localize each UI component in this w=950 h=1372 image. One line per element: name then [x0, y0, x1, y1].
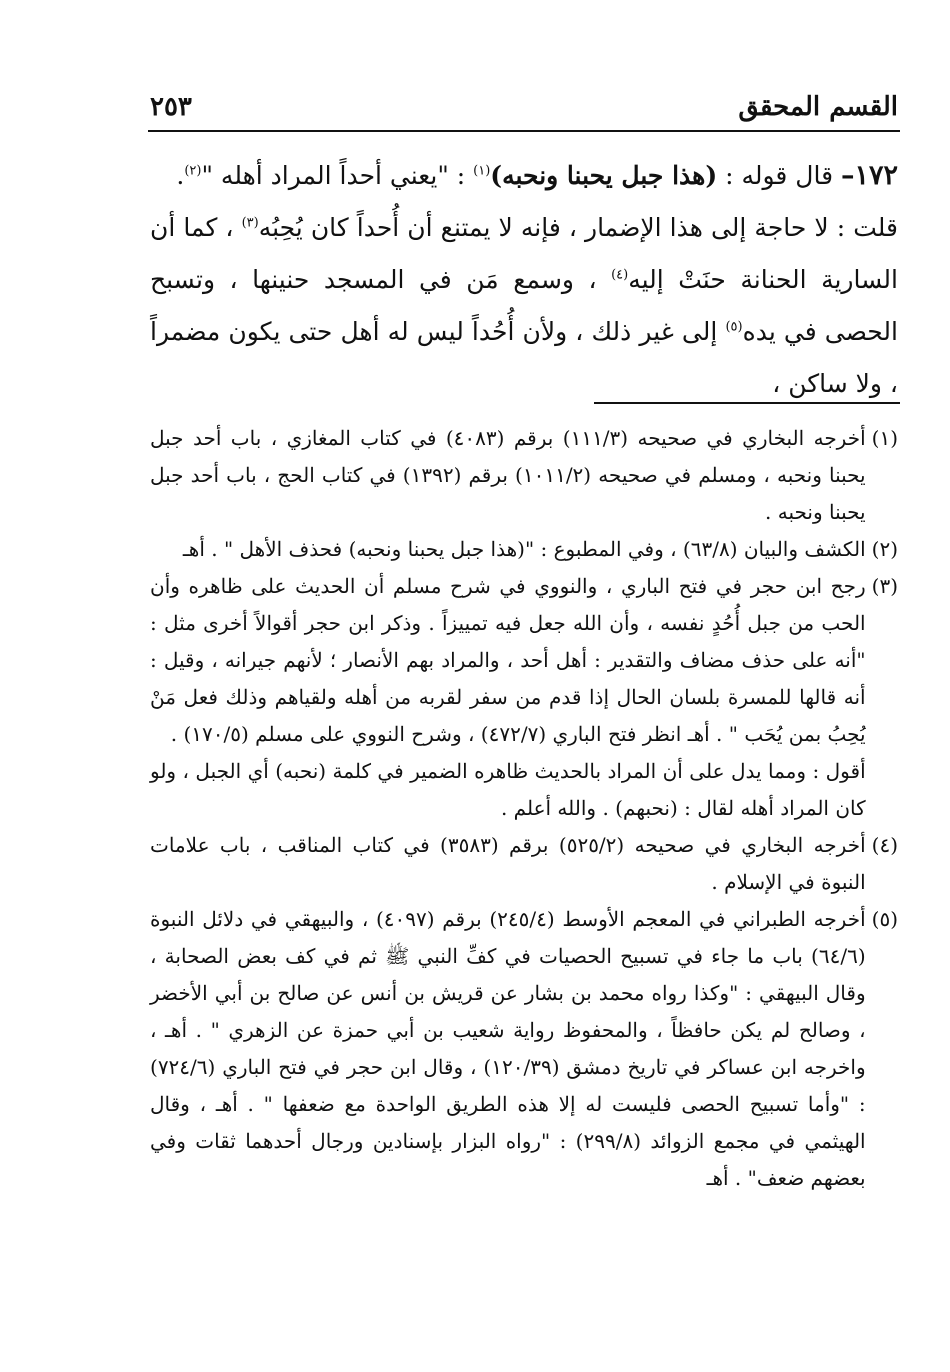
hadith-quote: (هذا جبل يحبنا ونحبه): [490, 161, 718, 190]
page-number: ٢٥٣: [150, 92, 192, 122]
footnote-paragraph: أخرجه البخاري في صحيحه (١١١/٣) برقم (٤٠٨٣) في كتاب المغازي ، باب أحد جبل يحبنا ونحبه ، ومسلم في صحيحه (١٠١١/٢) برقم (١٣٩٢) في كتاب الحج ، باب أحد جبل يحبنا ونحبه .: [150, 426, 866, 524]
footnote-2: [150, 531, 898, 568]
footnote-ref-3[interactable]: (٣): [241, 215, 259, 231]
footnote-4: [150, 827, 898, 901]
footnote-number: (٣): [871, 574, 898, 598]
footnote-ref-4[interactable]: (٤): [611, 267, 629, 283]
footnote-ref-2[interactable]: (٢): [184, 163, 202, 179]
footnote-paragraph: الكشف والبيان (٦٣/٨) ، وفي المطبوع : "(هذا جبل يحبنا ونحبه) فحذف الأهل " . أهـ: [182, 537, 866, 561]
footnote-text: [150, 531, 866, 568]
footnote-paragraph: أخرجه البخاري في صحيحه (٥٢٥/٢) برقم (٣٥٨٣) في كتاب المناقب ، باب علامات النبوة في الإسلام .: [150, 833, 866, 894]
main-text: [150, 150, 898, 410]
entry-commentary: : "يعني أحداً المراد أهله ": [201, 161, 474, 190]
footnote-text: [150, 901, 866, 1197]
footnote-separator: [594, 402, 900, 404]
response-text-b: ، كما أن السارية الحنانة حنَتْ إليه: [150, 213, 898, 294]
footnote-number: (١): [871, 426, 898, 450]
section-title: القسم المحقق: [738, 92, 898, 122]
footnote-5: [150, 901, 898, 1197]
footnote-paragraph: أخرجه الطبراني في المعجم الأوسط (٢٤٥/٤) برقم (٤٠٩٧) ، والبيهقي في دلائل النبوة (٦٤/٦) باب ما جاء في تسبيح الحصيات في كفِّ النبي ﷺ ثم في كف بعض الصحابة ، وقال البيهقي : "وكذا رواه محمد بن بشار عن قريش بن أنس عن صالح بن أبي الأخضر ، وصالح لم يكن حافظاً ، والمحفوظ رواية شعيب بن أبي حمزة عن الزهري " . أهـ ، واخرجه ابن عساكر في تاريخ دمشق (١٢٠/٣٩) ، وقال ابن حجر في فتح الباري (٧٢٤/٦) : "وأما تسبيح الحصى فليست له إلا هذه الطريق الواحدة مع ضعفها " . أهـ ، وقال الهيثمي في مجمع الزوائد (٢٩٩/٨) : "رواه البزار بإسنادين ورجال أحدهما ثقات وفي بعضهم ضعف" . أهـ: [150, 907, 866, 1190]
response-text-d: إلى غير ذلك ، ولأن أُحُداً ليس له أهل حتى يكون مضمراً ، ولا ساكن ،: [150, 317, 898, 398]
footnotes: [150, 420, 898, 1197]
footnote-ref-5[interactable]: (٥): [725, 319, 743, 335]
footnote-ref-1[interactable]: (١): [473, 163, 491, 179]
footnote-1: [150, 420, 898, 531]
entry-end: .: [176, 161, 185, 190]
response-text-c: ، وسمع مَن في المسجد حنينها ، وتسبح الحصى في يده: [150, 265, 898, 346]
page-header: [150, 92, 898, 122]
footnote-number: (٥): [871, 907, 898, 931]
footnote-text: [150, 420, 866, 531]
footnote-text: [150, 827, 866, 901]
footnote-text: [150, 568, 866, 827]
footnote-3: [150, 568, 898, 827]
header-rule: [148, 130, 900, 132]
entry-paragraph: [150, 150, 898, 202]
entry-number: ١٧٢–: [840, 160, 898, 191]
footnote-number: (٢): [871, 537, 898, 561]
response-paragraph: [150, 202, 898, 410]
response-text-a: قلت : لا حاجة إلى هذا الإضمار ، فإنه لا يمتنع أن أُحداً كان يُحِبُه: [258, 213, 899, 242]
entry-intro: قال قوله :: [717, 161, 841, 190]
footnote-paragraph: رجح ابن حجر في فتح الباري ، والنووي في شرح مسلم أن الحديث على ظاهره وأن الحب من جبل أُحُدٍ نفسه ، وأن الله جعل فيه تمييزاً . وذكر ابن حجر أقوالاً أخرى مثل : "أنه على حذف مضاف والتقدير : أهل أحد ، والمراد بهم الأنصار ؛ لأنهم جيرانه ، وقيل : أنه قالها للمسرة بلسان الحال إذا قدم من سفر لقربه من أهله ولقياهم وذلك فعل مَنْ يُحِبُ بمن يُحَب " . أهـ انظر فتح الباري (٤٧٢/٧) ، وشرح النووي على مسلم (١٧٠/٥) .: [150, 574, 866, 746]
footnote-paragraph: أقول : ومما يدل على أن المراد بالحديث ظاهره الضمير في كلمة (نحبه) أي الجبل ، ولو كان المراد أهله لقال : (نحبهم) . والله أعلم .: [150, 759, 866, 820]
footnote-number: (٤): [871, 833, 898, 857]
